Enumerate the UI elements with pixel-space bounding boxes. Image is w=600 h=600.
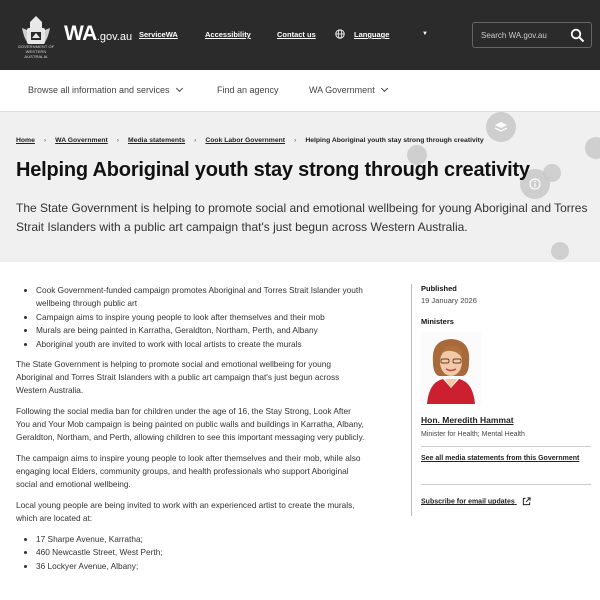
page-title: Helping Aboriginal youth stay strong through creativity: [16, 159, 530, 181]
breadcrumb-home[interactable]: Home: [16, 137, 35, 144]
nav-browse-all[interactable]: [28, 85, 182, 95]
chevron-down-icon: [381, 85, 388, 92]
nav-browse-all-label: Browse all information and services: [28, 85, 170, 95]
top-header: [0, 0, 600, 70]
list-item: • 36 Lockyer Avenue, Albany;: [36, 560, 366, 573]
chevron-down-icon: [176, 85, 183, 92]
breadcrumb-separator-icon: ›: [294, 137, 297, 144]
list-item: • 460 Newcastle Street, West Perth;: [36, 546, 366, 559]
all-statements-link[interactable]: See all media statements from this Government: [421, 455, 580, 462]
breadcrumb-media-statements[interactable]: Media statements: [128, 137, 186, 144]
accessibility-link[interactable]: Accessibility: [205, 30, 251, 39]
published-date: 19 January 2026: [421, 296, 477, 305]
divider: [421, 484, 591, 485]
search-box[interactable]: [472, 22, 592, 48]
language-selector[interactable]: Language: [354, 30, 390, 39]
language-caret-icon[interactable]: ▼: [422, 31, 428, 37]
body-paragraph: Local young people are being invited to work with an experienced artist to create the murals, which are located at:: [16, 499, 355, 523]
divider: [421, 446, 591, 447]
locations-list: [36, 533, 366, 573]
nav-wa-government[interactable]: [309, 85, 387, 95]
decorative-circle: [551, 242, 569, 260]
ministers-label: Ministers: [421, 317, 454, 326]
brand-suffix: .gov.au: [96, 31, 133, 43]
breadcrumb-current: Helping Aboriginal youth stay strong through creativity: [305, 137, 484, 144]
minister-portrait[interactable]: [421, 332, 481, 404]
minister-name-link[interactable]: Hon. Meredith Hammat: [421, 415, 514, 425]
breadcrumb-separator-icon: ›: [43, 137, 47, 144]
decorative-layers-icon: [486, 112, 516, 142]
wa-gov-brand[interactable]: [64, 22, 132, 46]
body-paragraph: The State Government is helping to promote social and emotional wellbeing for young Aboriginal and Torres Strait Islanders with a public art campaign that's just begun across Western Australia.: [16, 358, 340, 395]
contact-us-link[interactable]: Contact us: [277, 30, 316, 39]
nav-wa-government-label: WA Government: [309, 85, 375, 95]
breadcrumb-separator-icon: ›: [194, 137, 197, 144]
breadcrumb-wa-government[interactable]: WA Government: [55, 137, 108, 144]
nav-find-agency-label: Find an agency: [217, 85, 279, 95]
body-paragraph: The campaign aims to inspire young people to look after themselves and their mob, while also engaging local Elders, community groups, and health professionals who support Aboriginal social and emotional wellbeing.: [16, 452, 361, 489]
breadcrumb-cook-labor-government[interactable]: Cook Labor Government: [205, 137, 286, 144]
breadcrumb: [16, 137, 484, 144]
brand-main: WA: [64, 22, 97, 45]
main-navigation: [0, 70, 600, 112]
search-icon[interactable]: [570, 28, 585, 43]
search-input[interactable]: Search WA.gov.au: [481, 31, 547, 40]
globe-icon: [335, 29, 345, 39]
external-link-icon: [522, 497, 531, 506]
minister-role: Minister for Health; Mental Health: [421, 431, 525, 438]
page-hero: [0, 112, 600, 262]
highlights-list: [36, 284, 366, 351]
published-label: Published: [421, 284, 457, 293]
breadcrumb-separator-icon: ›: [116, 137, 120, 144]
article-body: [16, 284, 366, 580]
list-item: • 17 Sharpe Avenue, Karratha;: [36, 533, 366, 546]
statement-sidebar: [411, 284, 591, 516]
crest-caption: GOVERNMENT OF WESTERN AUSTRALIA: [17, 44, 55, 59]
subscribe-link[interactable]: [421, 497, 591, 506]
list-item: • Campaign aims to inspire young people to look after themselves and their mob: [36, 311, 366, 324]
decorative-circle: [585, 137, 600, 159]
servicewa-link[interactable]: ServiceWA: [139, 30, 178, 39]
list-item: • Murals are being painted in Karratha, Geraldton, Northam, Perth, and Albany: [36, 324, 366, 337]
nav-find-agency[interactable]: [217, 85, 279, 95]
list-item: • Cook Government-funded campaign promotes Aboriginal and Torres Strait Islander youth wellbeing through public art: [36, 284, 366, 310]
subscribe-link-label: Subscribe for email updates: [421, 498, 515, 506]
decorative-circle: [543, 164, 561, 182]
lead-paragraph: The State Government is helping to promote social and emotional wellbeing for young Aboriginal and Torres Strait Islanders with a public art campaign that's just begun across Western Australia.: [16, 201, 588, 234]
body-paragraph: Following the social media ban for children under the age of 16, the Stay Strong, Look After You and Your Mob campaign is being painted on public walls and buildings in Karratha, Albany, Geraldton, Northam, and Perth, allowing children to see this important messaging very publicly.: [16, 405, 365, 442]
list-item: • Aboriginal youth are invited to work with local artists to create the murals: [36, 338, 366, 351]
